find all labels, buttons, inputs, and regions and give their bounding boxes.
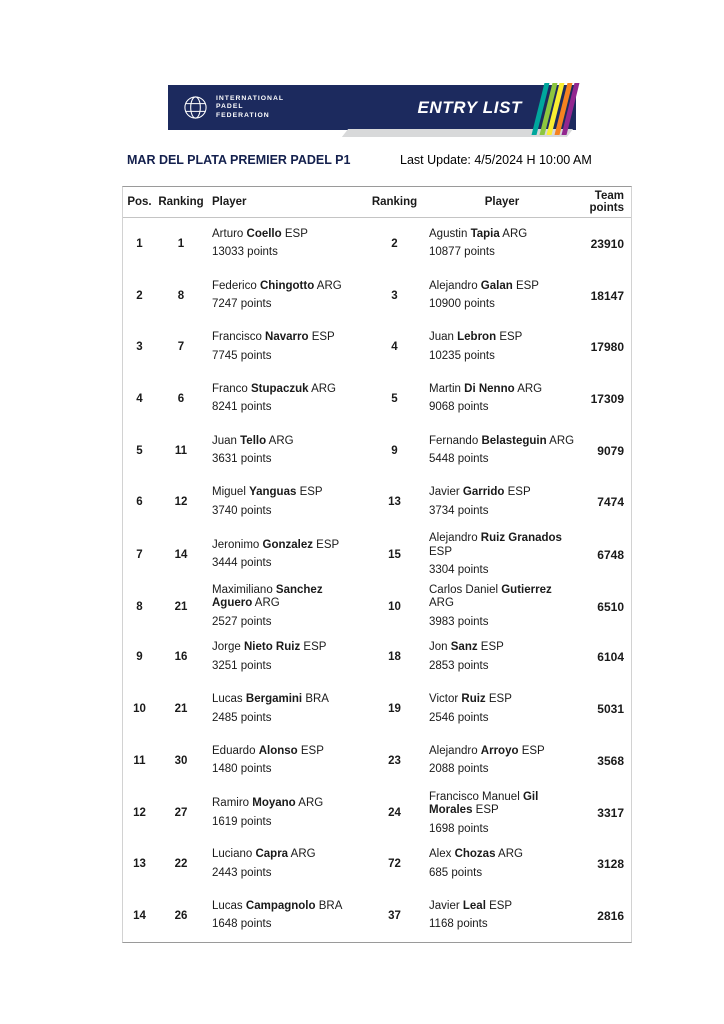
player-country: ESP xyxy=(485,693,512,706)
player-surname: Galan xyxy=(480,279,513,292)
ranking-cell-1: 30 xyxy=(174,754,188,767)
ranking-cell-1: 16 xyxy=(174,651,188,664)
player-cell-1 xyxy=(206,321,366,373)
team-points-cell: 6510 xyxy=(597,599,624,614)
player-points: 10235 points xyxy=(429,349,495,362)
player-country: ARG xyxy=(546,434,575,447)
player-name xyxy=(429,848,575,862)
ranking-cell-2: 24 xyxy=(388,807,401,820)
player-surname: Gil Morales xyxy=(429,790,539,817)
ranking-cell-1: 21 xyxy=(174,600,188,613)
player-cell-1 xyxy=(206,890,366,942)
player-points: 2546 points xyxy=(429,711,489,724)
team-points-cell: 7474 xyxy=(597,495,624,510)
player-cell-1 xyxy=(206,632,366,684)
player-country: ESP xyxy=(518,744,545,757)
player-country: ARG xyxy=(514,382,543,395)
ranking-cell-1: 26 xyxy=(174,909,188,922)
player-points: 13033 points xyxy=(212,246,278,259)
player-points: 1480 points xyxy=(212,763,272,776)
player-name xyxy=(429,900,575,914)
player-cell-2 xyxy=(423,787,581,841)
player-cell-1 xyxy=(206,735,366,787)
player-surname: Gutierrez xyxy=(501,583,552,596)
player-firstname: Eduardo xyxy=(212,744,259,757)
player-country: ESP xyxy=(312,538,340,551)
player-firstname: Lucas xyxy=(212,693,246,706)
player-country: ARG xyxy=(288,848,316,861)
player-cell-1 xyxy=(206,528,366,582)
table-row xyxy=(123,218,631,270)
ranking-cell-2: 9 xyxy=(391,444,398,457)
team-points-cell: 17980 xyxy=(590,340,624,355)
col-team-points xyxy=(581,190,631,215)
player-name xyxy=(212,848,360,862)
entry-list-title: ENTRY LIST xyxy=(417,97,522,117)
player-name xyxy=(212,584,360,611)
player-cell-1 xyxy=(206,580,366,634)
player-points: 2443 points xyxy=(212,866,272,879)
logo-line-3: FEDERATION xyxy=(216,111,270,119)
ranking-cell-2: 5 xyxy=(391,392,398,405)
table-row xyxy=(123,890,631,942)
player-surname: Yanguas xyxy=(249,486,297,499)
player-cell-1 xyxy=(206,476,366,528)
player-name xyxy=(212,280,360,294)
ranking-cell-1: 22 xyxy=(174,858,188,871)
player-firstname: Ramiro xyxy=(212,797,253,810)
ranking-cell-2: 72 xyxy=(388,858,401,871)
player-country: ESP xyxy=(296,486,323,499)
ranking-cell-2: 18 xyxy=(388,651,401,664)
position-cell: 6 xyxy=(136,496,143,509)
player-surname: Bergamini xyxy=(245,693,303,706)
player-cell-2 xyxy=(423,735,581,787)
player-surname: Capra xyxy=(255,848,289,861)
player-firstname: Francisco xyxy=(212,331,266,344)
player-cell-2 xyxy=(423,321,581,373)
player-points: 10877 points xyxy=(429,246,495,259)
player-points: 3444 points xyxy=(212,557,272,570)
player-firstname: Alejandro xyxy=(429,279,481,292)
player-cell-2 xyxy=(423,218,581,270)
player-name xyxy=(212,693,360,707)
player-surname: Sanz xyxy=(450,641,478,654)
player-firstname: Fernando xyxy=(429,434,482,447)
team-points-cell: 6104 xyxy=(597,650,624,665)
player-cell-2 xyxy=(423,528,581,582)
player-cell-2 xyxy=(423,838,581,890)
ranking-cell-2: 13 xyxy=(388,496,401,509)
player-surname: Ruiz xyxy=(461,693,486,706)
position-cell: 10 xyxy=(133,703,146,716)
player-cell-1 xyxy=(206,270,366,322)
globe-icon xyxy=(183,95,208,120)
player-surname: Garrido xyxy=(462,486,505,499)
player-points: 8241 points xyxy=(212,401,272,414)
player-points: 2088 points xyxy=(429,763,489,776)
player-cell-2 xyxy=(423,683,581,735)
player-name xyxy=(212,641,360,655)
player-firstname: Luciano xyxy=(212,848,256,861)
player-points: 3983 points xyxy=(429,615,489,628)
player-name xyxy=(212,228,360,242)
player-name xyxy=(429,532,575,559)
team-points-cell: 3317 xyxy=(597,806,624,821)
table-row xyxy=(123,476,631,528)
team-points-cell: 3568 xyxy=(597,753,624,768)
ranking-cell-1: 11 xyxy=(174,444,188,457)
position-cell: 7 xyxy=(136,548,143,561)
player-name xyxy=(429,228,575,242)
team-points-cell: 9079 xyxy=(597,443,624,458)
player-surname: Belasteguin xyxy=(481,434,547,447)
ranking-cell-2: 23 xyxy=(388,754,401,767)
col-pos: Pos. xyxy=(127,196,152,208)
player-surname: Coello xyxy=(246,227,282,240)
table-row xyxy=(123,683,631,735)
player-cell-2 xyxy=(423,270,581,322)
player-name xyxy=(429,791,575,818)
player-cell-2 xyxy=(423,632,581,684)
player-points: 3631 points xyxy=(212,453,272,466)
player-cell-1 xyxy=(206,218,366,270)
player-points: 7745 points xyxy=(212,349,272,362)
player-country: ESP xyxy=(512,279,539,292)
position-cell: 5 xyxy=(136,444,143,457)
position-cell: 9 xyxy=(136,651,143,664)
player-cell-2 xyxy=(423,425,581,477)
ranking-cell-1: 14 xyxy=(174,548,188,561)
player-country: ARG xyxy=(495,848,523,861)
player-firstname: Francisco Manuel xyxy=(429,790,523,803)
player-country: ESP xyxy=(297,744,324,757)
table-row xyxy=(123,321,631,373)
player-country: ESP xyxy=(300,641,327,654)
player-firstname: Miguel xyxy=(212,486,250,499)
player-firstname: Agustin xyxy=(429,227,471,240)
position-cell: 14 xyxy=(133,909,146,922)
table-row xyxy=(123,735,631,787)
player-points: 3304 points xyxy=(429,564,489,577)
player-cell-2 xyxy=(423,476,581,528)
player-points: 10900 points xyxy=(429,298,495,311)
position-cell: 1 xyxy=(136,237,143,250)
player-points: 3740 points xyxy=(212,504,272,517)
position-cell: 4 xyxy=(136,392,143,405)
player-surname: Arroyo xyxy=(480,744,519,757)
player-country: ARG xyxy=(308,382,336,395)
player-name xyxy=(212,745,360,759)
player-points: 1698 points xyxy=(429,822,489,835)
banner-stripes xyxy=(538,83,573,135)
player-firstname: Victor xyxy=(429,693,462,706)
player-firstname: Jon xyxy=(429,641,451,654)
ranking-cell-1: 12 xyxy=(174,496,188,509)
position-cell: 3 xyxy=(136,341,143,354)
col-player-1: Player xyxy=(212,196,247,208)
player-firstname: Federico xyxy=(212,279,260,292)
player-firstname: Martin xyxy=(429,382,465,395)
player-firstname: Maximiliano xyxy=(212,583,276,596)
ranking-cell-2: 19 xyxy=(388,703,401,716)
player-name xyxy=(212,539,360,553)
player-name xyxy=(429,486,575,500)
player-country: ESP xyxy=(477,641,504,654)
col-player-2: Player xyxy=(484,196,520,208)
ranking-cell-2: 15 xyxy=(388,548,401,561)
player-country: ARG xyxy=(266,434,294,447)
table-header xyxy=(123,187,631,218)
player-points: 1648 points xyxy=(212,918,272,931)
player-points: 3251 points xyxy=(212,659,272,672)
player-firstname: Franco xyxy=(212,382,251,395)
player-points: 1168 points xyxy=(429,918,488,931)
player-country: ESP xyxy=(281,227,308,240)
col-ranking-1: Ranking xyxy=(158,196,204,208)
player-country: BRA xyxy=(302,693,329,706)
player-surname: Nieto Ruiz xyxy=(243,641,301,654)
team-points-cell: 2816 xyxy=(597,908,624,923)
player-surname: Alonso xyxy=(258,744,298,757)
player-country: ESP xyxy=(496,331,523,344)
player-name xyxy=(429,584,575,611)
player-cell-1 xyxy=(206,787,366,841)
player-points: 2853 points xyxy=(429,659,489,672)
player-cell-1 xyxy=(206,373,366,425)
player-points: 1619 points xyxy=(212,815,272,828)
col-ranking-2: Ranking xyxy=(371,196,418,208)
team-points-cell: 17309 xyxy=(590,391,624,406)
player-country: ESP xyxy=(472,804,499,817)
player-surname: Campagnolo xyxy=(245,899,316,912)
ranking-cell-2: 4 xyxy=(391,341,398,354)
entry-table-body xyxy=(123,218,631,942)
player-surname: Leal xyxy=(462,899,486,912)
table-row xyxy=(123,425,631,477)
player-surname: Chingotto xyxy=(259,279,315,292)
player-firstname: Carlos Daniel xyxy=(429,583,502,596)
player-cell-1 xyxy=(206,425,366,477)
player-surname: Di Nenno xyxy=(464,382,515,395)
entry-table xyxy=(122,186,632,943)
ranking-cell-2: 37 xyxy=(388,909,401,922)
player-firstname: Jeronimo xyxy=(212,538,263,551)
team-points-cell: 3128 xyxy=(597,857,624,872)
player-name xyxy=(212,435,360,449)
logo-line-1: INTERNATIONAL xyxy=(216,94,284,102)
player-firstname: Alejandro xyxy=(429,532,481,545)
team-points-cell: 6748 xyxy=(597,547,624,562)
ranking-cell-2: 2 xyxy=(391,237,398,250)
player-cell-1 xyxy=(206,683,366,735)
player-surname: Sanchez Aguero xyxy=(212,583,323,610)
ranking-cell-1: 8 xyxy=(177,289,185,302)
player-surname: Navarro xyxy=(265,331,309,344)
player-points: 2485 points xyxy=(212,711,272,724)
table-row xyxy=(123,270,631,322)
player-surname: Gonzalez xyxy=(262,538,313,551)
player-name xyxy=(429,745,575,759)
player-surname: Moyano xyxy=(252,797,296,810)
player-points: 5448 points xyxy=(429,453,489,466)
player-cell-2 xyxy=(423,580,581,634)
ranking-cell-2: 10 xyxy=(388,600,401,613)
player-name xyxy=(429,331,575,345)
player-country: ARG xyxy=(499,227,528,240)
position-cell: 11 xyxy=(133,754,146,767)
ranking-cell-1: 21 xyxy=(174,703,188,716)
player-name xyxy=(212,383,360,397)
player-points: 2527 points xyxy=(212,615,272,628)
player-points: 9068 points xyxy=(429,401,489,414)
player-country: ARG xyxy=(252,597,280,610)
player-country: ESP xyxy=(485,899,513,912)
player-name xyxy=(429,435,575,449)
player-firstname: Lucas xyxy=(212,899,246,912)
player-points: 7247 points xyxy=(212,298,272,311)
col-team-points-line2: points xyxy=(589,202,624,214)
player-country: ESP xyxy=(504,486,531,499)
page-title: MAR DEL PLATA PREMIER PADEL P1 xyxy=(127,153,351,167)
table-row xyxy=(123,787,631,839)
logo-text xyxy=(216,95,284,121)
ranking-cell-1: 7 xyxy=(177,341,185,354)
player-name xyxy=(429,280,575,294)
table-row xyxy=(123,580,631,632)
ranking-cell-1: 27 xyxy=(174,807,188,820)
player-country: ARG xyxy=(429,597,454,610)
player-country: ESP xyxy=(429,545,453,558)
ranking-cell-1: 1 xyxy=(177,237,185,250)
player-country: ARG xyxy=(295,797,324,810)
team-points-cell: 23910 xyxy=(590,236,624,251)
player-name xyxy=(212,797,360,811)
player-points: 3734 points xyxy=(429,504,489,517)
player-firstname: Juan xyxy=(429,331,458,344)
player-cell-1 xyxy=(206,838,366,890)
player-points: 685 points xyxy=(429,866,483,879)
logo-line-2: PADEL xyxy=(216,103,244,111)
position-cell: 12 xyxy=(133,807,146,820)
player-name xyxy=(429,383,575,397)
team-points-cell: 5031 xyxy=(597,702,624,717)
table-row xyxy=(123,632,631,684)
header-banner xyxy=(168,85,576,130)
player-firstname: Arturo xyxy=(212,227,247,240)
player-name xyxy=(429,693,575,707)
ranking-cell-1: 6 xyxy=(177,392,185,405)
last-update-text: Last Update: 4/5/2024 H 10:00 AM xyxy=(400,153,592,167)
player-firstname: Juan xyxy=(212,434,241,447)
player-cell-2 xyxy=(423,373,581,425)
player-surname: Stupaczuk xyxy=(251,382,309,395)
player-country: ESP xyxy=(308,331,335,344)
player-country: ARG xyxy=(314,279,342,292)
player-firstname: Jorge xyxy=(212,641,244,654)
player-firstname: Alex xyxy=(429,848,455,861)
player-firstname: Javier xyxy=(429,486,463,499)
player-country: BRA xyxy=(315,899,343,912)
player-surname: Tapia xyxy=(470,227,500,240)
position-cell: 13 xyxy=(133,858,146,871)
col-team-points-line1: Team xyxy=(594,189,624,202)
player-firstname: Alejandro xyxy=(429,744,481,757)
table-row xyxy=(123,373,631,425)
player-surname: Ruiz Granados xyxy=(480,532,562,545)
player-name xyxy=(212,486,360,500)
player-surname: Lebron xyxy=(457,331,497,344)
table-row xyxy=(123,838,631,890)
position-cell: 8 xyxy=(136,600,143,613)
team-points-cell: 18147 xyxy=(590,288,624,303)
player-name xyxy=(212,900,360,914)
player-surname: Chozas xyxy=(454,848,496,861)
player-cell-2 xyxy=(423,890,581,942)
player-firstname: Javier xyxy=(429,899,463,912)
player-name xyxy=(429,641,575,655)
position-cell: 2 xyxy=(136,289,143,302)
player-surname: Tello xyxy=(240,434,267,447)
player-name xyxy=(212,331,360,345)
ranking-cell-2: 3 xyxy=(391,289,398,302)
table-row xyxy=(123,528,631,580)
ipf-logo xyxy=(168,95,284,121)
